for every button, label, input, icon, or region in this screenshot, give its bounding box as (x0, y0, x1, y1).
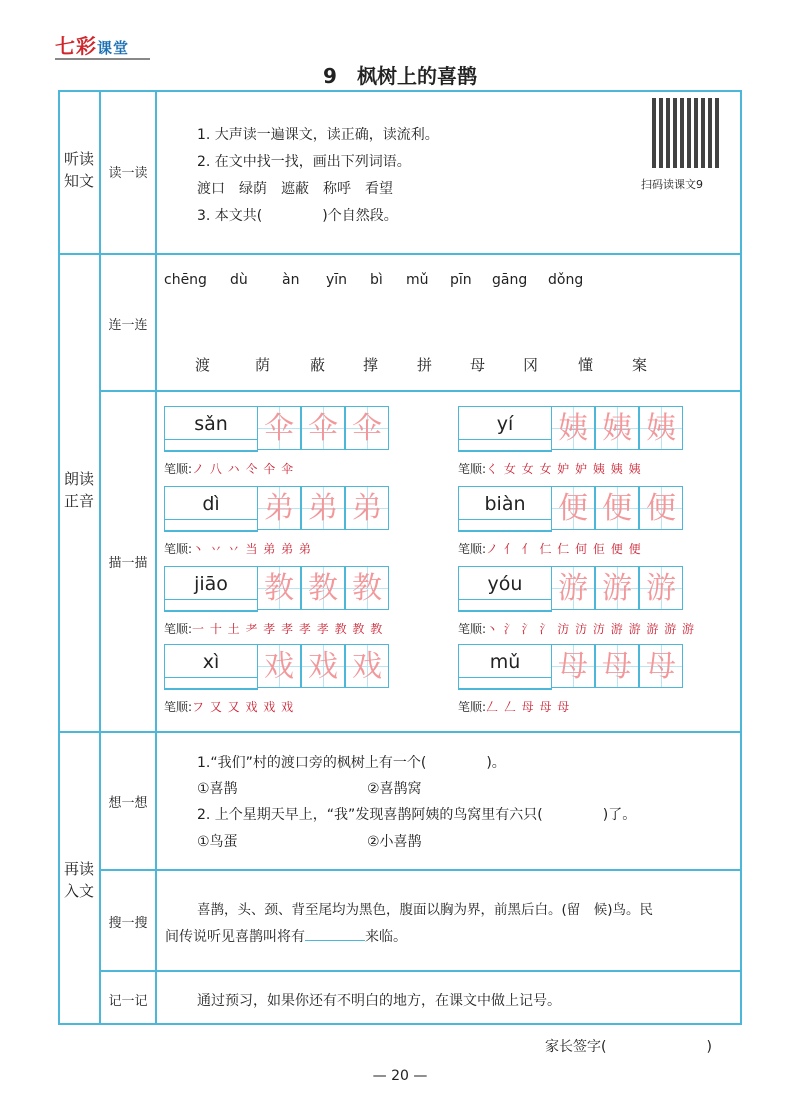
pinyin-item[interactable]: dǒng (548, 272, 584, 288)
char-item[interactable]: 母 (470, 356, 486, 374)
trace-char[interactable]: 弟 (345, 486, 389, 530)
char-item[interactable]: 渡 (195, 356, 211, 374)
trace-char[interactable]: 母 (551, 644, 595, 688)
pinyin-item[interactable]: gāng (492, 272, 528, 288)
trace-char[interactable]: 伞 (257, 406, 301, 450)
trace-char[interactable]: 教 (257, 566, 301, 610)
char-item[interactable]: 懂 (578, 356, 594, 374)
pinyin-item[interactable]: mǔ (406, 272, 429, 288)
stroke-order: 笔顺:𠃋 𠃋 母 母 母 (458, 700, 571, 714)
read-words: 渡口 绿荫 遮蔽 称呼 看望 (197, 181, 393, 197)
trace-char[interactable]: 便 (595, 486, 639, 530)
stroke-order: 笔顺:く 女 女 女 妒 妒 姨 姨 姨 (458, 462, 642, 476)
q2-option-2[interactable]: ②小喜鹊 (367, 834, 422, 850)
pinyin-item[interactable]: pīn (450, 272, 472, 288)
q2-option-1[interactable]: ①鸟蛋 (197, 834, 238, 850)
think-question-2: 2. 上个星期天早上，“我”发现喜鹊阿姨的鸟窝里有六只( )了。 (197, 807, 637, 823)
divider (99, 869, 742, 871)
brand-logo: 七彩课堂 (55, 34, 130, 58)
trace-char[interactable]: 戏 (345, 644, 389, 688)
divider (99, 390, 742, 392)
search-text-line-1: 喜鹊，头、颈、背至尾均为黑色，腹面以胸为界，前黑后白。(留 候)鸟。民 (197, 902, 654, 918)
trace-char[interactable]: 伞 (345, 406, 389, 450)
stroke-order: 笔顺:フ 又 又 戏 戏 戏 (164, 700, 295, 714)
char-item[interactable]: 撑 (363, 356, 379, 374)
trace-char[interactable]: 教 (345, 566, 389, 610)
label-trace: 描一描 (108, 556, 148, 571)
section-label-listen: 听读 知文 (63, 150, 94, 190)
trace-char[interactable]: 姨 (595, 406, 639, 450)
trace-char[interactable]: 教 (301, 566, 345, 610)
search-text-line-2: 间传说听见喜鹊叫将有 来临。 (165, 929, 407, 945)
qr-caption: 扫码读课文9 (641, 178, 703, 191)
trace-char[interactable]: 便 (551, 486, 595, 530)
label-link: 连一连 (108, 318, 148, 333)
pinyin-item[interactable]: dù (230, 272, 248, 288)
label-search: 搜一搜 (108, 916, 148, 931)
trace-char[interactable]: 伞 (301, 406, 345, 450)
read-item-1: 1. 大声读一遍课文，读正确，读流利。 (197, 127, 439, 143)
trace-char[interactable]: 游 (639, 566, 683, 610)
stroke-order: 笔顺:ノ 八 ハ 仒 仐 伞 (164, 462, 295, 476)
stroke-order: 笔顺:丶 氵 氵 氵 汸 汸 汸 游 游 游 游 游 (458, 622, 696, 636)
char-item[interactable]: 蔽 (310, 356, 326, 374)
pinyin-item[interactable]: chēng (164, 272, 207, 288)
trace-char[interactable]: 戏 (301, 644, 345, 688)
trace-char[interactable]: 戏 (257, 644, 301, 688)
trace-char[interactable]: 姨 (551, 406, 595, 450)
label-note: 记一记 (108, 994, 148, 1009)
parent-signature: 家长签字( ) (545, 1039, 712, 1055)
char-item[interactable]: 冈 (523, 356, 539, 374)
stroke-order: 笔顺:ノ 亻 亻 仁 仁 何 佢 便 便 (458, 542, 642, 556)
stroke-order: 笔顺:丶 丷 丷 当 弟 弟 弟 (164, 542, 312, 556)
stroke-order: 笔顺:一 十 土 耂 孝 孝 孝 孝 教 教 教 (164, 622, 384, 636)
trace-char[interactable]: 弟 (301, 486, 345, 530)
char-item[interactable]: 拼 (417, 356, 433, 374)
divider (58, 253, 742, 255)
pinyin-item[interactable]: yīn (326, 272, 348, 288)
trace-char[interactable]: 弟 (257, 486, 301, 530)
pinyin-item[interactable]: àn (282, 272, 300, 288)
section-label-pronounce: 朗读 正音 (63, 470, 94, 510)
read-item-3: 3. 本文共( )个自然段。 (197, 208, 398, 224)
trace-char[interactable]: 母 (639, 644, 683, 688)
read-item-2: 2. 在文中找一找，画出下列词语。 (197, 154, 411, 170)
trace-char[interactable]: 游 (595, 566, 639, 610)
think-question-1: 1.“我们”村的渡口旁的枫树上有一个( )。 (197, 755, 506, 771)
char-item[interactable]: 案 (632, 356, 648, 374)
divider (58, 731, 742, 733)
section-label-reread: 再读 入文 (63, 860, 94, 900)
page-title: 9 枫树上的喜鹊 (323, 64, 477, 88)
answer-blank[interactable] (305, 940, 365, 941)
note-text: 通过预习，如果你还有不明白的地方，在课文中做上记号。 (197, 993, 561, 1009)
page-number: — 20 — (372, 1068, 428, 1084)
worksheet-frame (58, 90, 742, 1025)
qr-code-icon[interactable] (652, 98, 722, 168)
trace-char[interactable]: 母 (595, 644, 639, 688)
pinyin-item[interactable]: bì (370, 272, 383, 288)
label-read: 读一读 (108, 166, 148, 181)
divider (99, 970, 742, 972)
q1-option-2[interactable]: ②喜鹊窝 (367, 781, 422, 797)
q1-option-1[interactable]: ①喜鹊 (197, 781, 238, 797)
trace-char[interactable]: 便 (639, 486, 683, 530)
trace-char[interactable]: 姨 (639, 406, 683, 450)
label-think: 想一想 (108, 796, 148, 811)
trace-char[interactable]: 游 (551, 566, 595, 610)
char-item[interactable]: 荫 (255, 356, 271, 374)
